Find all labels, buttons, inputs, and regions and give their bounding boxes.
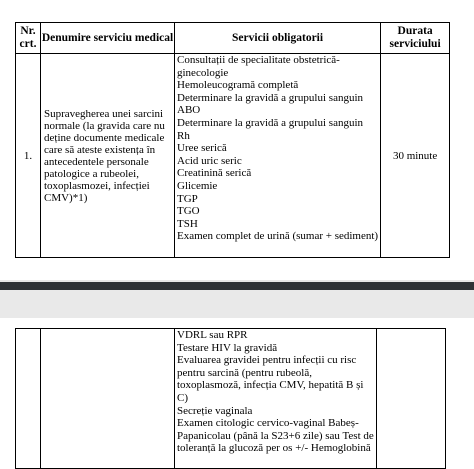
service-item: Determinare la gravidă a grupului sanguin [177, 91, 364, 104]
service-item: pentru sarcină (pentru rubeolă, [177, 366, 312, 379]
page-separator [0, 280, 474, 318]
services-table-continued [15, 328, 446, 469]
service-name-cell [41, 54, 175, 258]
header-nr-line1: Nr. [20, 25, 36, 37]
mandatory-services-cell [175, 329, 377, 469]
service-name-line: Supravegherea unei sarcini [44, 107, 164, 120]
table-row [16, 329, 446, 469]
page-separator-band [0, 282, 474, 290]
service-item: Determinare la gravidă a grupului sanguin [177, 116, 364, 129]
services-table [15, 22, 450, 258]
header-nr-line2: crt. [19, 38, 37, 50]
service-name-empty [41, 329, 175, 469]
header-denumire: Denumire serviciu medical [41, 23, 175, 54]
service-item: toxoplasmoză, infecția CMV, hepatită B și [177, 379, 364, 392]
service-item: Secreție vaginala [177, 404, 253, 417]
service-item: Glicemie [177, 179, 218, 192]
service-item: Acid uric seric [177, 154, 242, 167]
header-nr-crt [16, 23, 41, 54]
service-item: ginecologie [177, 66, 229, 79]
table-row [16, 54, 450, 258]
service-item: Examen complet de urină (sumar + sediment) [177, 230, 379, 243]
service-item: TSH [177, 217, 198, 230]
service-item: Uree serică [177, 142, 227, 155]
service-name-line: patologice a rubeolei, [44, 167, 139, 180]
service-item: toleranță la glucoză per os +/- Hemoglobină [177, 442, 371, 455]
duration-empty [376, 329, 445, 469]
table-header-row [16, 23, 450, 54]
service-name-line: care să ateste existența în [44, 143, 156, 156]
service-item: Creatinină serică [177, 167, 252, 180]
row-number-empty [16, 329, 41, 469]
service-item: VDRL sau RPR [177, 329, 248, 341]
service-item: Hemoleucogramă completă [177, 79, 299, 92]
service-name-line: toxoplasmozei, infecției [44, 179, 150, 192]
service-item: Testare HIV la gravidă [177, 341, 278, 354]
service-item: Examen citologic cervico-vaginal Babeș- [177, 417, 359, 430]
row-number: 1. [16, 54, 41, 258]
service-item: C) [177, 391, 188, 404]
header-durata-line1: Durata [397, 25, 433, 37]
service-item: ABO [177, 104, 201, 117]
service-item: TGP [177, 192, 198, 205]
service-name-line: CMV)*1) [44, 191, 88, 204]
header-durata [381, 23, 450, 54]
service-item: Rh [177, 129, 190, 142]
service-name-line: antecedentele personale [44, 155, 149, 168]
service-item: Papanicolau (până la S23+6 zile) sau Test de [177, 429, 374, 442]
service-item: TGO [177, 205, 200, 218]
header-durata-line2: serviciului [389, 38, 441, 50]
duration-cell: 30 minute [381, 54, 450, 258]
service-name-line: deține documente medicale [44, 131, 165, 144]
mandatory-services-cell [175, 54, 381, 258]
service-item: Consultații de specialitate obstetrică- [177, 54, 340, 66]
header-servicii: Servicii obligatorii [175, 23, 381, 54]
service-name-line: normale (la gravida care nu [44, 119, 165, 132]
service-item: Evaluarea gravidei pentru infecții cu risc [177, 354, 357, 367]
